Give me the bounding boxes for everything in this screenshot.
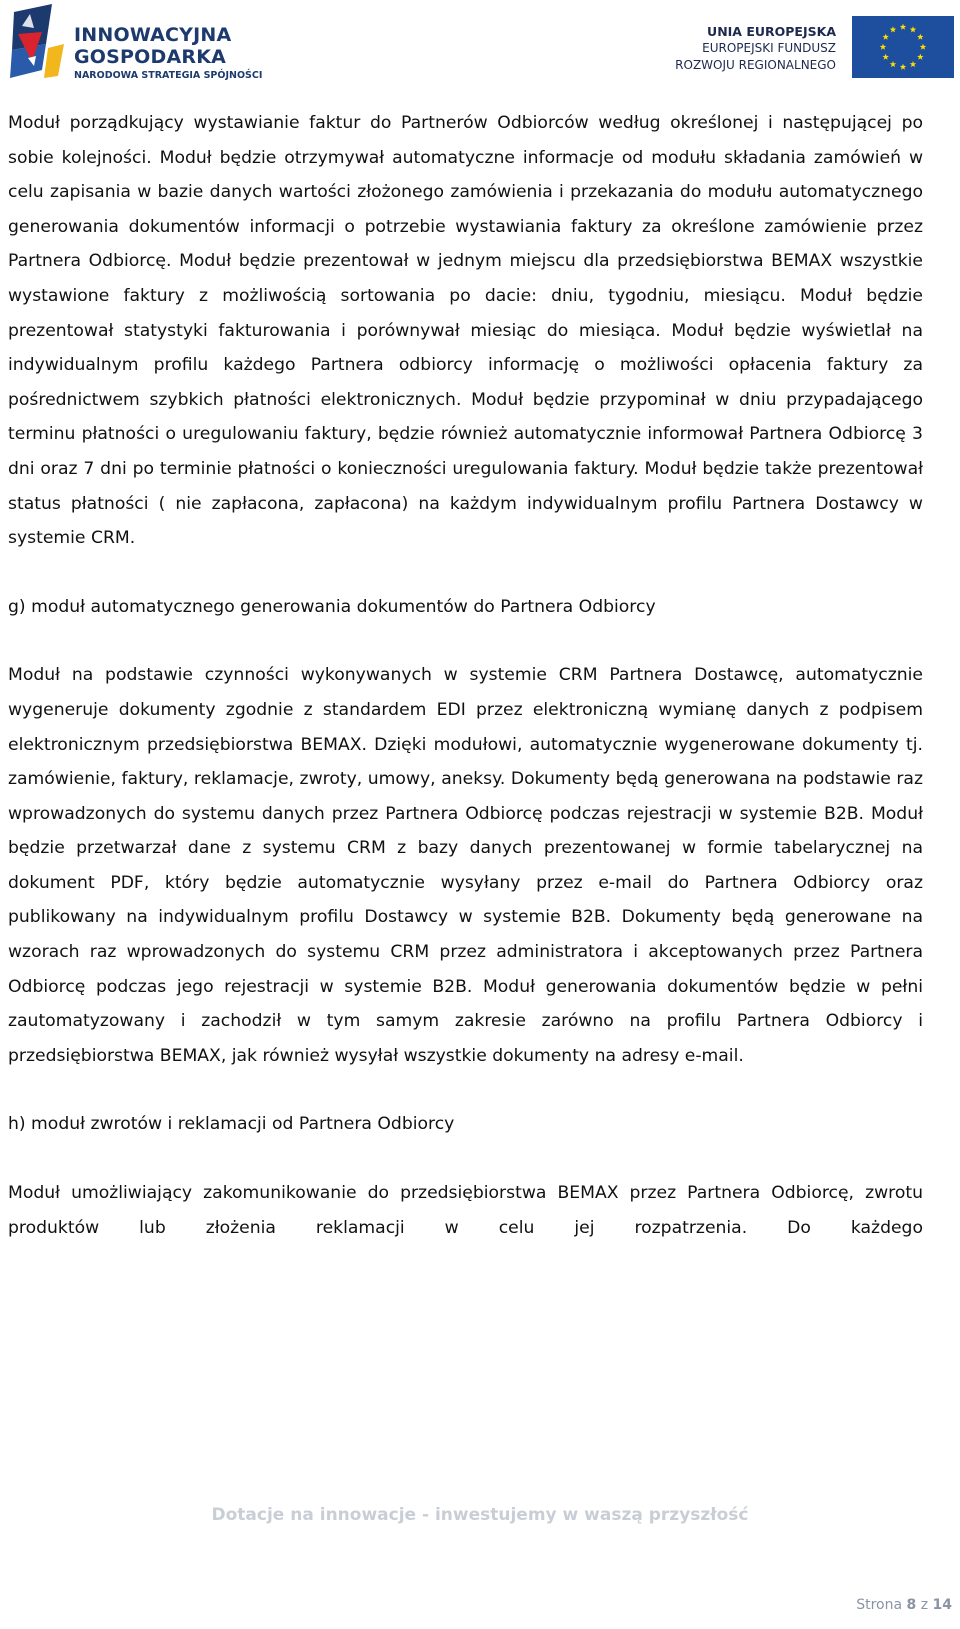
page-number xyxy=(856,1597,952,1613)
logo-right-line1: UNIA EUROPEJSKA xyxy=(707,24,836,39)
footer-slogan: Dotacje na innowacje - inwestujemy w waszą przyszłość xyxy=(211,1505,749,1525)
document-body xyxy=(8,106,923,1245)
page-current: 8 xyxy=(906,1597,917,1613)
logo-left-line2: GOSPODARKA xyxy=(74,46,227,68)
eu-logo xyxy=(614,16,954,82)
paragraph-document-generation: Moduł na podstawie czynności wykonywanych w systemie CRM Partnera Dostawcę, automatycznie wygeneruje dokumenty zgodnie z standardem EDI przez elektroniczną wymianę danych z podpisem elektronicznym przedsiębiorstwa BEMAX. Dzięki modułowi, automatycznie wygenerowane dokumenty tj. zamówienie, faktury, reklamacje, zwroty, umowy, aneksy. Dokumenty będą generowana na podstawie raz wprowadzonych do systemu danych przez Partnera Odbiorcę podczas rejestracji w systemie B2B. Moduł będzie przetwarzał dane z systemu CRM z bazy danych prezentowanej w formie tabelarycznej na dokument PDF, który będzie automatycznie wysyłany przez e-mail do Partnera Odbiorcy oraz publikowany na indywidualnym profilu Dostawcy w systemie B2B. Dokumenty będą generowane na wzorach raz wprowadzonych do systemu CRM przez administratora i akceptowanych przez Partnera Odbiorcę podczas jego rejestracji w systemie B2B. Moduł generowania dokumentów będzie w pełni zautomatyzowany i zachodził w tym samym zakresie zarówno na profilu Partnera Odbiorcy i przedsiębiorstwa BEMAX, jak również wysyłał wszystkie dokumenty na adresy e-mail. xyxy=(8,665,923,1066)
logo-left-line3: NARODOWA STRATEGIA SPÓJNOŚCI xyxy=(74,70,263,81)
page-total: 14 xyxy=(932,1597,952,1613)
page-prefix: Strona xyxy=(856,1597,903,1613)
logo-right-line3: ROZWOJU REGIONALNEGO xyxy=(675,58,836,72)
page-sep: z xyxy=(920,1597,929,1613)
logo-right-line2: EUROPEJSKI FUNDUSZ xyxy=(702,41,836,55)
page-header xyxy=(0,0,960,90)
section-heading-h: h) moduł zwrotów i reklamacji od Partnera Odbiorcy xyxy=(8,1114,455,1135)
eu-flag-icon xyxy=(852,16,954,78)
paragraph-invoicing-module: Moduł porządkujący wystawianie faktur do Partnerów Odbiorców według określonej i następującej po sobie kolejności. Moduł będzie otrzymywał automatyczne informacje od modułu składania zamówień w celu zapisania w bazie danych wartości złożonego zamówienia i przekazania do modułu automatycznego generowania dokumentów informacji o potrzebie wystawiania faktury za określone zamówienie przez Partnera Odbiorcę. Moduł będzie prezentował w jednym miejscu dla przedsiębiorstwa BEMAX wszystkie wystawione faktury z możliwością sortowania po dacie: dniu, tygodniu, miesiącu. Moduł będzie prezentował statystyki fakturowania i porównywał miesiąc do miesiąca. Moduł będzie wyświetlał na indywidualnym profilu każdego Partnera odbiorcy informację o możliwości opłacenia faktury za pośrednictwem szybkich płatności elektronicznych. Moduł będzie przypominał w dniu przypadającego terminu płatności o uregulowaniu faktury, będzie również automatycznie informował Partnera Odbiorcę 3 dni oraz 7 dni po terminie płatności o konieczności uregulowania faktury. Moduł będzie także prezentował status płatności ( nie zapłacona, zapłacona) na każdym indywidualnym profilu Partnera Dostawcy w systemie CRM. xyxy=(8,113,923,549)
logo-left-line1: INNOWACYJNA xyxy=(74,24,232,46)
innowacyjna-gospodarka-logo xyxy=(8,4,263,84)
paragraph-returns-module: Moduł umożliwiający zakomunikowanie do przedsiębiorstwa BEMAX przez Partnera Odbiorcę, zwrotu produktów lub złożenia reklamacji w celu jej rozpatrzenia. Do każdego xyxy=(8,1183,923,1238)
ig-emblem-icon xyxy=(8,4,68,82)
section-heading-g: g) moduł automatycznego generowania dokumentów do Partnera Odbiorcy xyxy=(8,596,656,617)
